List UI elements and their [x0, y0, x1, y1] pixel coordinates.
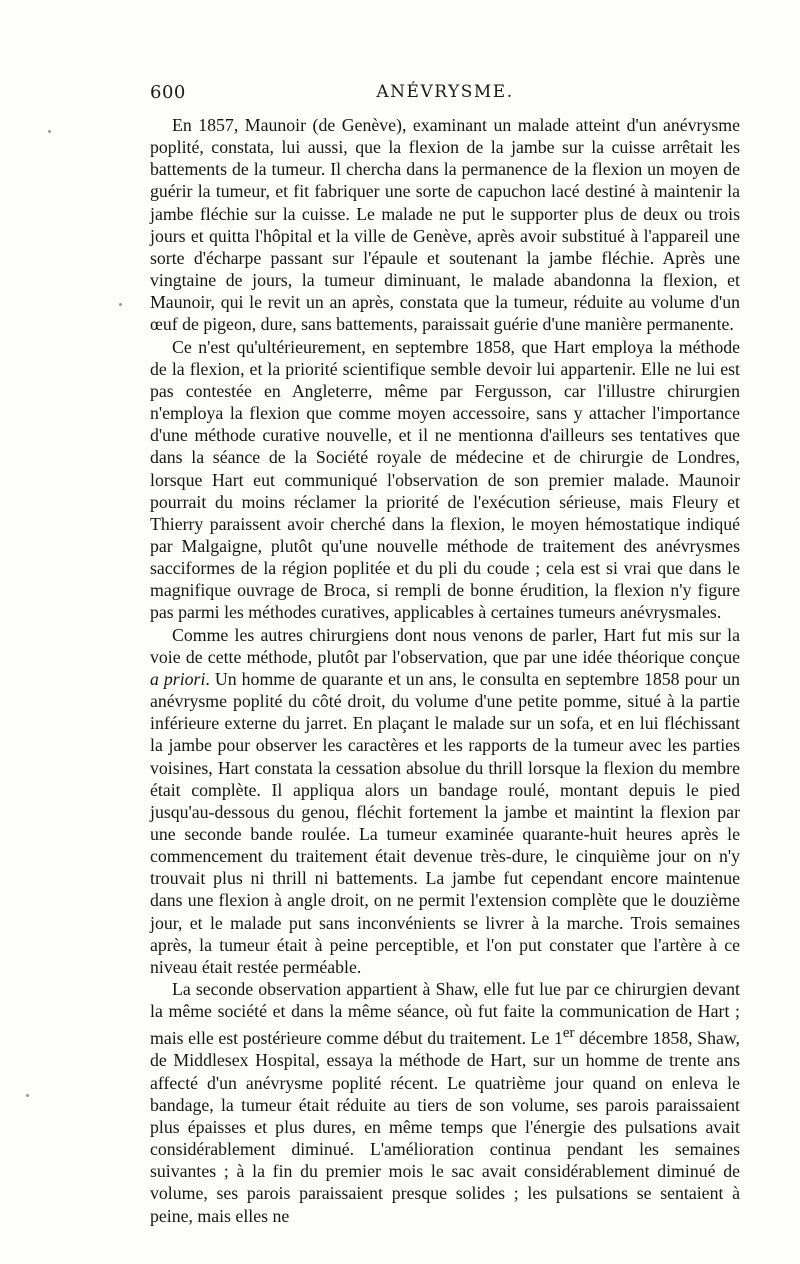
- page-number: 600: [150, 82, 186, 103]
- paragraph-text: La seconde observation appartient à Shaw, elle fut lue par ce chirurgien devant la même société et dans la même séance, où fut faite la communication de Hart ; mais elle est postérieure comme début du traitement. Le 1: [150, 979, 740, 1049]
- paragraph-text: décembre 1858, Shaw, de Middlesex Hospital, essaya la méthode de Hart, sur un homme de trente ans affecté d'un anévrysme poplité récent. Le quatrième jour quand on enleva le bandage, la tumeur était réduite au tiers de son volume, ses parois paraissaient plus épaisses et plus dures, en même temps que l'énergie des pulsations avait considérablement diminué. L'amélioration continua pendant les semaines suivantes ; à la fin du premier mois le sac avait considérablement diminué de volume, ses parois paraissaient presque solides ; les pulsations se sentaient à peine, mais elles ne: [150, 1028, 740, 1226]
- paragraph-text: Comme les autres chirurgiens dont nous venons de parler, Hart fut mis sur la voie de cette méthode, plutôt par l'observation, que par une idée théorique conçue: [150, 624, 740, 667]
- ordinal-superscript: er: [562, 1025, 575, 1042]
- running-title: ANÉVRYSME.: [376, 82, 514, 102]
- body-text: [150, 114, 740, 1227]
- paragraph-shaw-observation: [150, 978, 740, 1227]
- paragraph-text: . Un homme de quarante et un ans, le consulta en septembre 1858 pour un anévrysme poplité du côté droit, du volume d'une petite pomme, situé à la partie inférieure externe du jarret. En plaçant le malade sur un sofa, et en lui fléchissant la jambe pour observer les caractères et les rapports de la tumeur avec les parties voisines, Hart constata la cessation absolue du thrill lorsque la flexion du membre était complète. Il appliqua alors un bandage roulé, montant depuis le pied jusqu'au-dessous du genou, fléchit fortement la jambe et maintint la flexion par une seconde bande roulée. La tumeur examinée quarante-huit heures après le commencement du traitement était devenue très-dure, le cinquième jour on n'y trouvait plus ni thrill ni battements. La jambe fut cependant encore maintenue dans une flexion à angle droit, on ne permit l'extension complète que le douzième jour, et le malade put sans inconvénients se livrer à la marche. Trois semaines après, la tumeur était à peine perceptible, et l'on put constater que l'artère à ce niveau était restée perméable.: [150, 668, 740, 977]
- page-header: [150, 82, 740, 108]
- italic-phrase: a priori: [150, 668, 206, 689]
- print-speck: [48, 130, 51, 133]
- print-speck: [119, 303, 122, 306]
- paragraph-maunoir: En 1857, Maunoir (de Genève), examinant un malade atteint d'un anévrysme poplité, constata, lui aussi, que la flexion de la jambe sur la cuisse arrêtait les battements de la tumeur. Il chercha dans la permanence de la flexion un moyen de guérir la tumeur, et fit fabriquer une sorte de capuchon lacé destiné à maintenir la jambe fléchie sur la cuisse. Le malade ne put le supporter plus de deux ou trois jours et quitta l'hôpital et la ville de Genève, après avoir substitué à l'appareil une sorte d'écharpe passant sur l'épaule et soutenant la jambe fléchie. Après une vingtaine de jours, la tumeur diminuant, le malade abandonna la flexion, et Maunoir, qui le revit un an après, constata que la tumeur, réduite au volume d'un œuf de pigeon, dure, sans battements, paraissait guérie d'une manière permanente.: [150, 115, 740, 335]
- paragraph-hart-priority: Ce n'est qu'ultérieurement, en septembre 1858, que Hart employa la méthode de la flexion, et la priorité scientifique semble devoir lui appartenir. Elle ne lui est pas contestée en Angleterre, même par Fergusson, car l'illustre chirurgien n'employa la flexion que comme moyen accessoire, sans y attacher l'importance d'une méthode curative nouvelle, et il ne mentionna d'ailleurs ses tentatives que dans la séance de la Société royale de médecine et de chirurgie de Londres, lorsque Hart eut communiqué l'observation de son premier malade. Maunoir pourrait du moins réclamer la priorité de l'exécution sérieuse, mais Fleury et Thierry paraissent avoir cherché dans la flexion, le moyen hémostatique indiqué par Malgaigne, plutôt qu'une nouvelle méthode de traitement des anévrysmes sacciformes de la région poplitée et du pli du coude ; cela est si vrai que dans le magnifique ouvrage de Broca, si rempli de bonne érudition, la flexion n'y figure pas parmi les méthodes curatives, applicables à certaines tumeurs anévrysmales.: [150, 336, 740, 623]
- print-speck: [26, 1094, 29, 1097]
- paragraph-hart-observation: [150, 624, 740, 979]
